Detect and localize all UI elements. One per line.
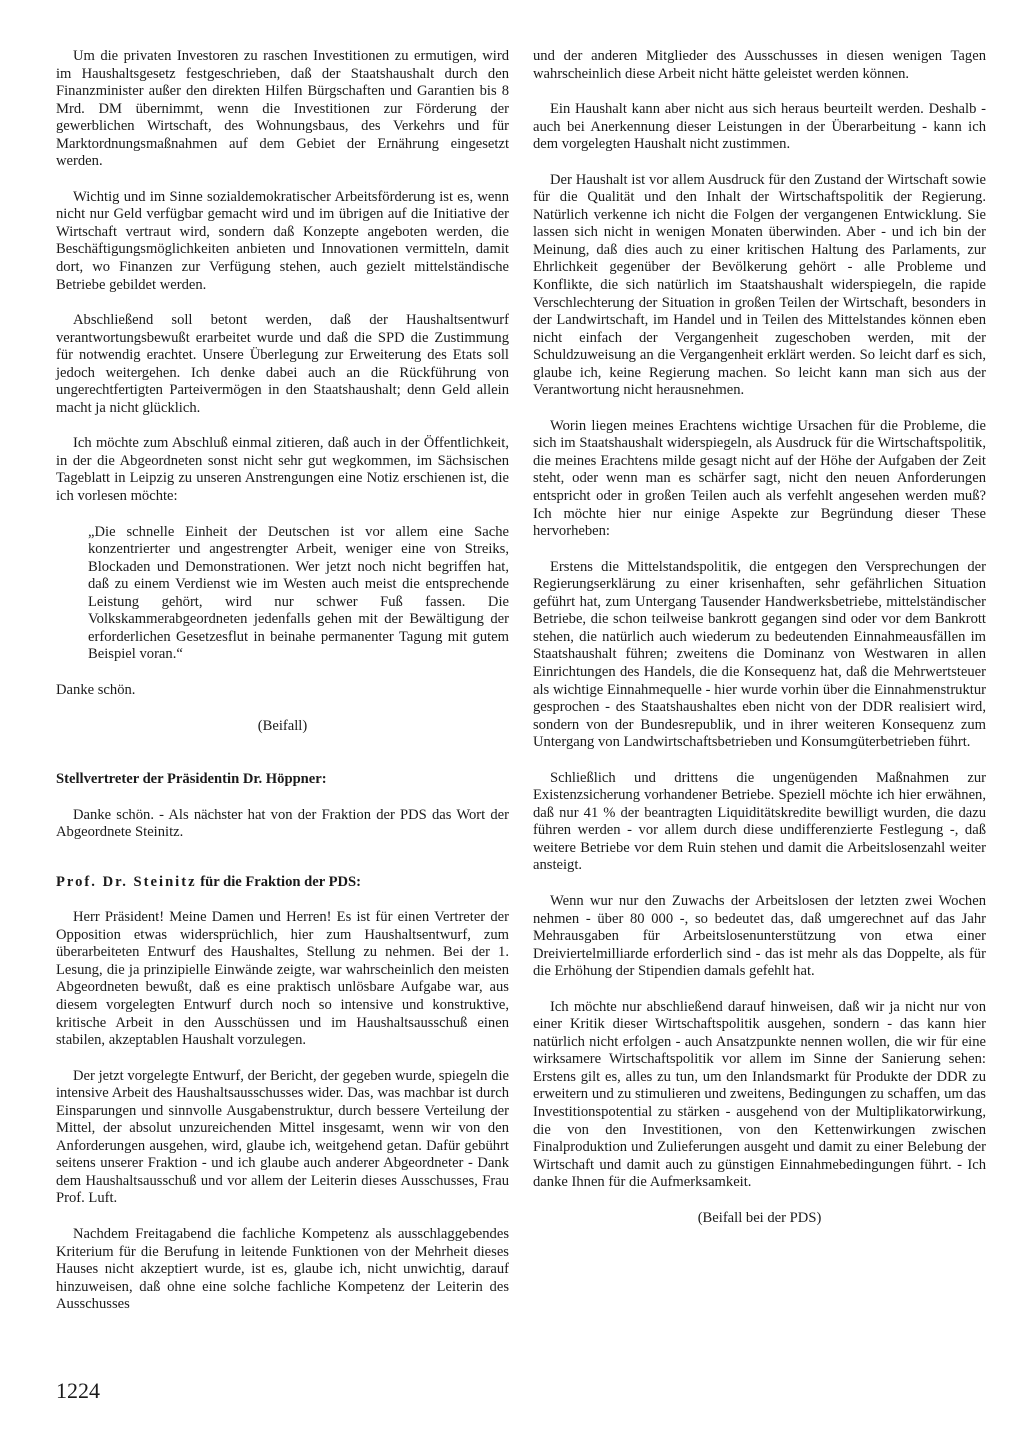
paragraph: Ich möchte zum Abschluß einmal zitieren, daß auch in der Öffentlichkeit, in der die Abgeordneten sonst nicht sehr gut wegkommen, im Sächsischen Tageblatt in Leipzig zu unseren Anstrengungen eine Notiz erschienen ist, die ich vorlesen möchte: [56, 435, 509, 505]
applause-note: (Beifall) [257, 717, 308, 734]
newspaper-quote: „Die schnelle Einheit der Deutschen ist vor allem eine Sache konzentrierter und angestrengter Arbeit, weniger eine von Streiks, Blockaden und Demonstrationen. Wer jetzt noch nicht begriffen hat, daß zu einem Verdienst wie im Westen auch meist die entsprechende Leistung gehört, wird nur schwer Fuß fassen. Die Volkskammerabgeordneten jedenfalls gehen mit der Bewältigung der erforderlichen Gesetzesflut in beinahe permanenter Tagung mit gutem Beispiel voran.“ [88, 523, 509, 663]
paragraph: Nachdem Freitagabend die fachliche Kompetenz als ausschlaggebendes Kriterium für die Berufung in leitende Funktionen von der Mehrheit dieses Hauses nicht akzeptiert wurde, ist es, glaube ich, nicht unwichtig, darauf hinzuweisen, daß ohne eine solche fachliche Kompetenz der Leiterin des Ausschusses [56, 1225, 509, 1313]
speaker-name: Prof. Dr. Steinitz [56, 873, 197, 890]
paragraph: Schließlich und drittens die ungenügenden Maßnahmen zur Existenzsicherung vorhandener Betriebe. Speziell möchte ich hier erwähnen, daß nur 41 % der beantragten Liquiditätskredite bewilligt wurden, die dazu führen werden - vor allem durch diese undifferenzierte Festlegung -, daß weitere Betriebe vor dem Ruin stehen und damit die Arbeitslosenzahl weiter ansteigt. [533, 769, 986, 874]
page-number: 1224 [56, 1378, 100, 1403]
speaker-heading: Stellvertreter der Präsidentin Dr. Höppner: [56, 771, 327, 788]
paragraph: Erstens die Mittelstandspolitik, die entgegen den Versprechungen der Regierungserklärung zu einer krisenhaften, sehr gefährlichen Situation geführt hat, zum Untergang Tausender Handwerksbetriebe, mittelständischer Betriebe, die schon teilweise bankrott gegangen sind oder vor dem Bankrott stehen, die natürlich auch wiederum zu bedeutenden Einnahmeausfällen im Staatshaushalt führen; zweitens die Dominanz von Westwaren in allen Einrichtungen des Handels, die die Konsequenz hat, daß die Mehrwertsteuer als wichtige Einnahmequelle - hier wurde vorhin über die Einnahmenstruktur gesprochen - des Staatshaushaltes eben nicht von der DDR realisiert wird, sondern von der Bundesrepublik, und in ihrer weiteren Konsequenz zum Untergang von Landwirtschaftsbetrieben und Konsumgüterbetrieben führt. [533, 558, 986, 751]
paragraph: Abschließend soll betont werden, daß der Haushaltsentwurf verantwortungsbewußt erarbeitet wurde und daß die SPD die Zustimmung für notwendig erachtet. Unsere Überlegung zur Erweiterung des Etats soll jedoch weitergehen. Ich denke dabei auch an die Rückführung von ungerechtfertigten Parteivermögen in den Staatshaushalt; denn Geld allein macht ja nicht glücklich. [56, 312, 509, 416]
paragraph: und der anderen Mitglieder des Ausschusses in diesen wenigen Tagen wahrscheinlich diese Arbeit nicht hätte geleistet werden können. [533, 48, 986, 82]
paragraph: Wichtig und im Sinne sozialdemokratischer Arbeitsförderung ist es, wenn nicht nur Geld verfügbar gemacht wird und im übrigen auf die Initiative der Wirtschaft vertraut wird, sondern daß Konzepte angeboten werden, die Beschäftigungsmöglichkeiten anbieten und Innovationen vermitteln, damit dort, wo Finanzen zur Verfügung stehen, auch gezielt mittelständische Betriebe gebildet werden. [56, 188, 509, 293]
left-column [56, 48, 509, 1332]
paragraph: Herr Präsident! Meine Damen und Herren! Es ist für einen Vertreter der Opposition etwas widersprüchlich, hier zum Haushaltsentwurf, zum überarbeiteten Entwurf des Haushaltes, Stellung zu nehmen. Bei der 1. Lesung, die ja prinzipielle Einwände zeigte, war wahrscheinlich den meisten Abgeordneten bewußt, daß es eine praktisch unlösbare Aufgabe war, aus diesem vorgelegten Entwurf durch noch so intensive und konstruktive, kritische Arbeit in den Ausschüssen und im Haushaltsausschuß einen stabilen, akzeptablen Haushalt vorzulegen. [56, 909, 509, 1049]
paragraph: Der jetzt vorgelegte Entwurf, der Bericht, der gegeben wurde, spiegeln die intensive Arbeit des Haushaltsausschusses wider. Das, was machbar ist durch Einsparungen und sinnvolle Ausgabenstruktur, durch bessere Verteilung der Mittel, der absolut unzureichenden Mittel insgesamt, wenn wir von den Anforderungen ausgehen, wird, glaube ich, weitgehend getan. Dafür gebührt seitens unserer Fraktion - und ich glaube auch anderer Abgeordneter - Dank dem Haushaltsausschuß und vor allem der Leiterin dieses Ausschusses, Frau Prof. Luft. [56, 1067, 509, 1207]
paragraph: Wenn wur nur den Zuwachs der Arbeitslosen der letzten zwei Wochen nehmen - über 80 000 -, so bedeutet das, daß umgerechnet auf das Jahr Mehrausgaben für Arbeitslosenunterstützung von etwa einer Dreiviertelmilliarde erforderlich sind - das ist mehr als das Doppelte, als für die Erhöhung der Stipendien damals gefehlt hat. [533, 892, 986, 980]
paragraph: Ein Haushalt kann aber nicht aus sich heraus beurteilt werden. Deshalb - auch bei Anerkennung dieser Leistungen in der Überarbeitung - kann ich dem vorgelegten Haushalt nicht zustimmen. [533, 101, 986, 153]
applause-note: (Beifall bei der PDS) [697, 1209, 822, 1226]
paragraph: Danke schön. [56, 681, 136, 698]
paragraph: Danke schön. - Als nächster hat von der Fraktion der PDS das Wort der Abgeordnete Steinitz. [56, 806, 509, 841]
speaker-heading [56, 874, 509, 892]
paragraph: Worin liegen meines Erachtens wichtige Ursachen für die Probleme, die sich im Staatshaushalt widerspiegeln, als Ausdruck für die Wirtschaftspolitik, die meines Erachtens milde gesagt nicht auf der Höhe der Aufgaben der Zeit steht, oder wenn man es schärfer sagt, nicht den neuen Anforderungen entspricht oder in großen Teilen auch als verfehlt angesehen werden muß? Ich möchte hier nur einige Aspekte zur Begründung dieser These hervorheben: [533, 417, 986, 540]
paragraph: Der Haushalt ist vor allem Ausdruck für den Zustand der Wirtschaft sowie für die Qualität und den Inhalt der Wirtschaftspolitik der Regierung. Natürlich verkenne ich nicht die Folgen der vergangenen Entwicklung. Sie lassen sich nicht in wenigen Monaten überwinden. Aber - und ich bin der Meinung, daß dies auch zu einer kritischen Haltung des Parlaments, zur Ehrlichkeit gegenüber der Bevölkerung gehört - alle Probleme und Konflikte, die sich natürlich im Staatshaushalt widerspiegeln, die rapide Verschlechterung der Situation in großen Teilen der Wirtschaft, besonders in der Landwirtschaft, im Handel und in Teilen des Mittelstandes können eben nicht einfach der Vergangenheit zugeschoben werden, mit der Schuldzuweisung an die Vergangenheit erklärt werden. So leicht darf es sich, glaube ich, keine Regierung machen. So leicht kann man sich aus der Verantwortung nicht herausnehmen. [533, 171, 986, 399]
right-column [533, 48, 986, 1245]
paragraph: Um die privaten Investoren zu raschen Investitionen zu ermutigen, wird im Haushaltsgesetz festgeschrieben, daß der Staatshaushalt durch den Finanzminister außer den direkten Hilfen Bürgschaften und Garantien bis 8 Mrd. DM übernimmt, wenn die Investitionen zur Förderung der gewerblichen Wirtschaft, des Wohnungsbaus, des Verkehrs und für Marktordnungsmaßnahmen auf dem Gebiet der Ernährung eingesetzt werden. [56, 48, 509, 170]
paragraph: Ich möchte nur abschließend darauf hinweisen, daß wir ja nicht nur von einer Kritik dieser Wirtschaftspolitik ausgehen, sondern - das kann hier natürlich nicht erfolgen - auch Ansatzpunkte nennen wollen, die wir für eine wirksamere Wirtschaftspolitik vor allem im Sinne der Sanierung sehen: Erstens gilt es, alles zu tun, um den Inlandsmarkt für Produkte der DDR zu erweitern und zu stimulieren und zweitens, Bedingungen zu schaffen, um das Investitionspotential zu stärken - ausgehend von der Multiplikatorwirkung, die von den Investitionen, von den Kettenwirkungen zwischen Finalproduktion und Zulieferungen ausgeht und damit zu einer Belebung der Wirtschaft und damit auch zu günstigen Einnahmebedingungen führt. - Ich danke Ihnen für die Aufmerksamkeit. [533, 998, 986, 1191]
speaker-affiliation: für die Fraktion der PDS: [200, 873, 362, 890]
